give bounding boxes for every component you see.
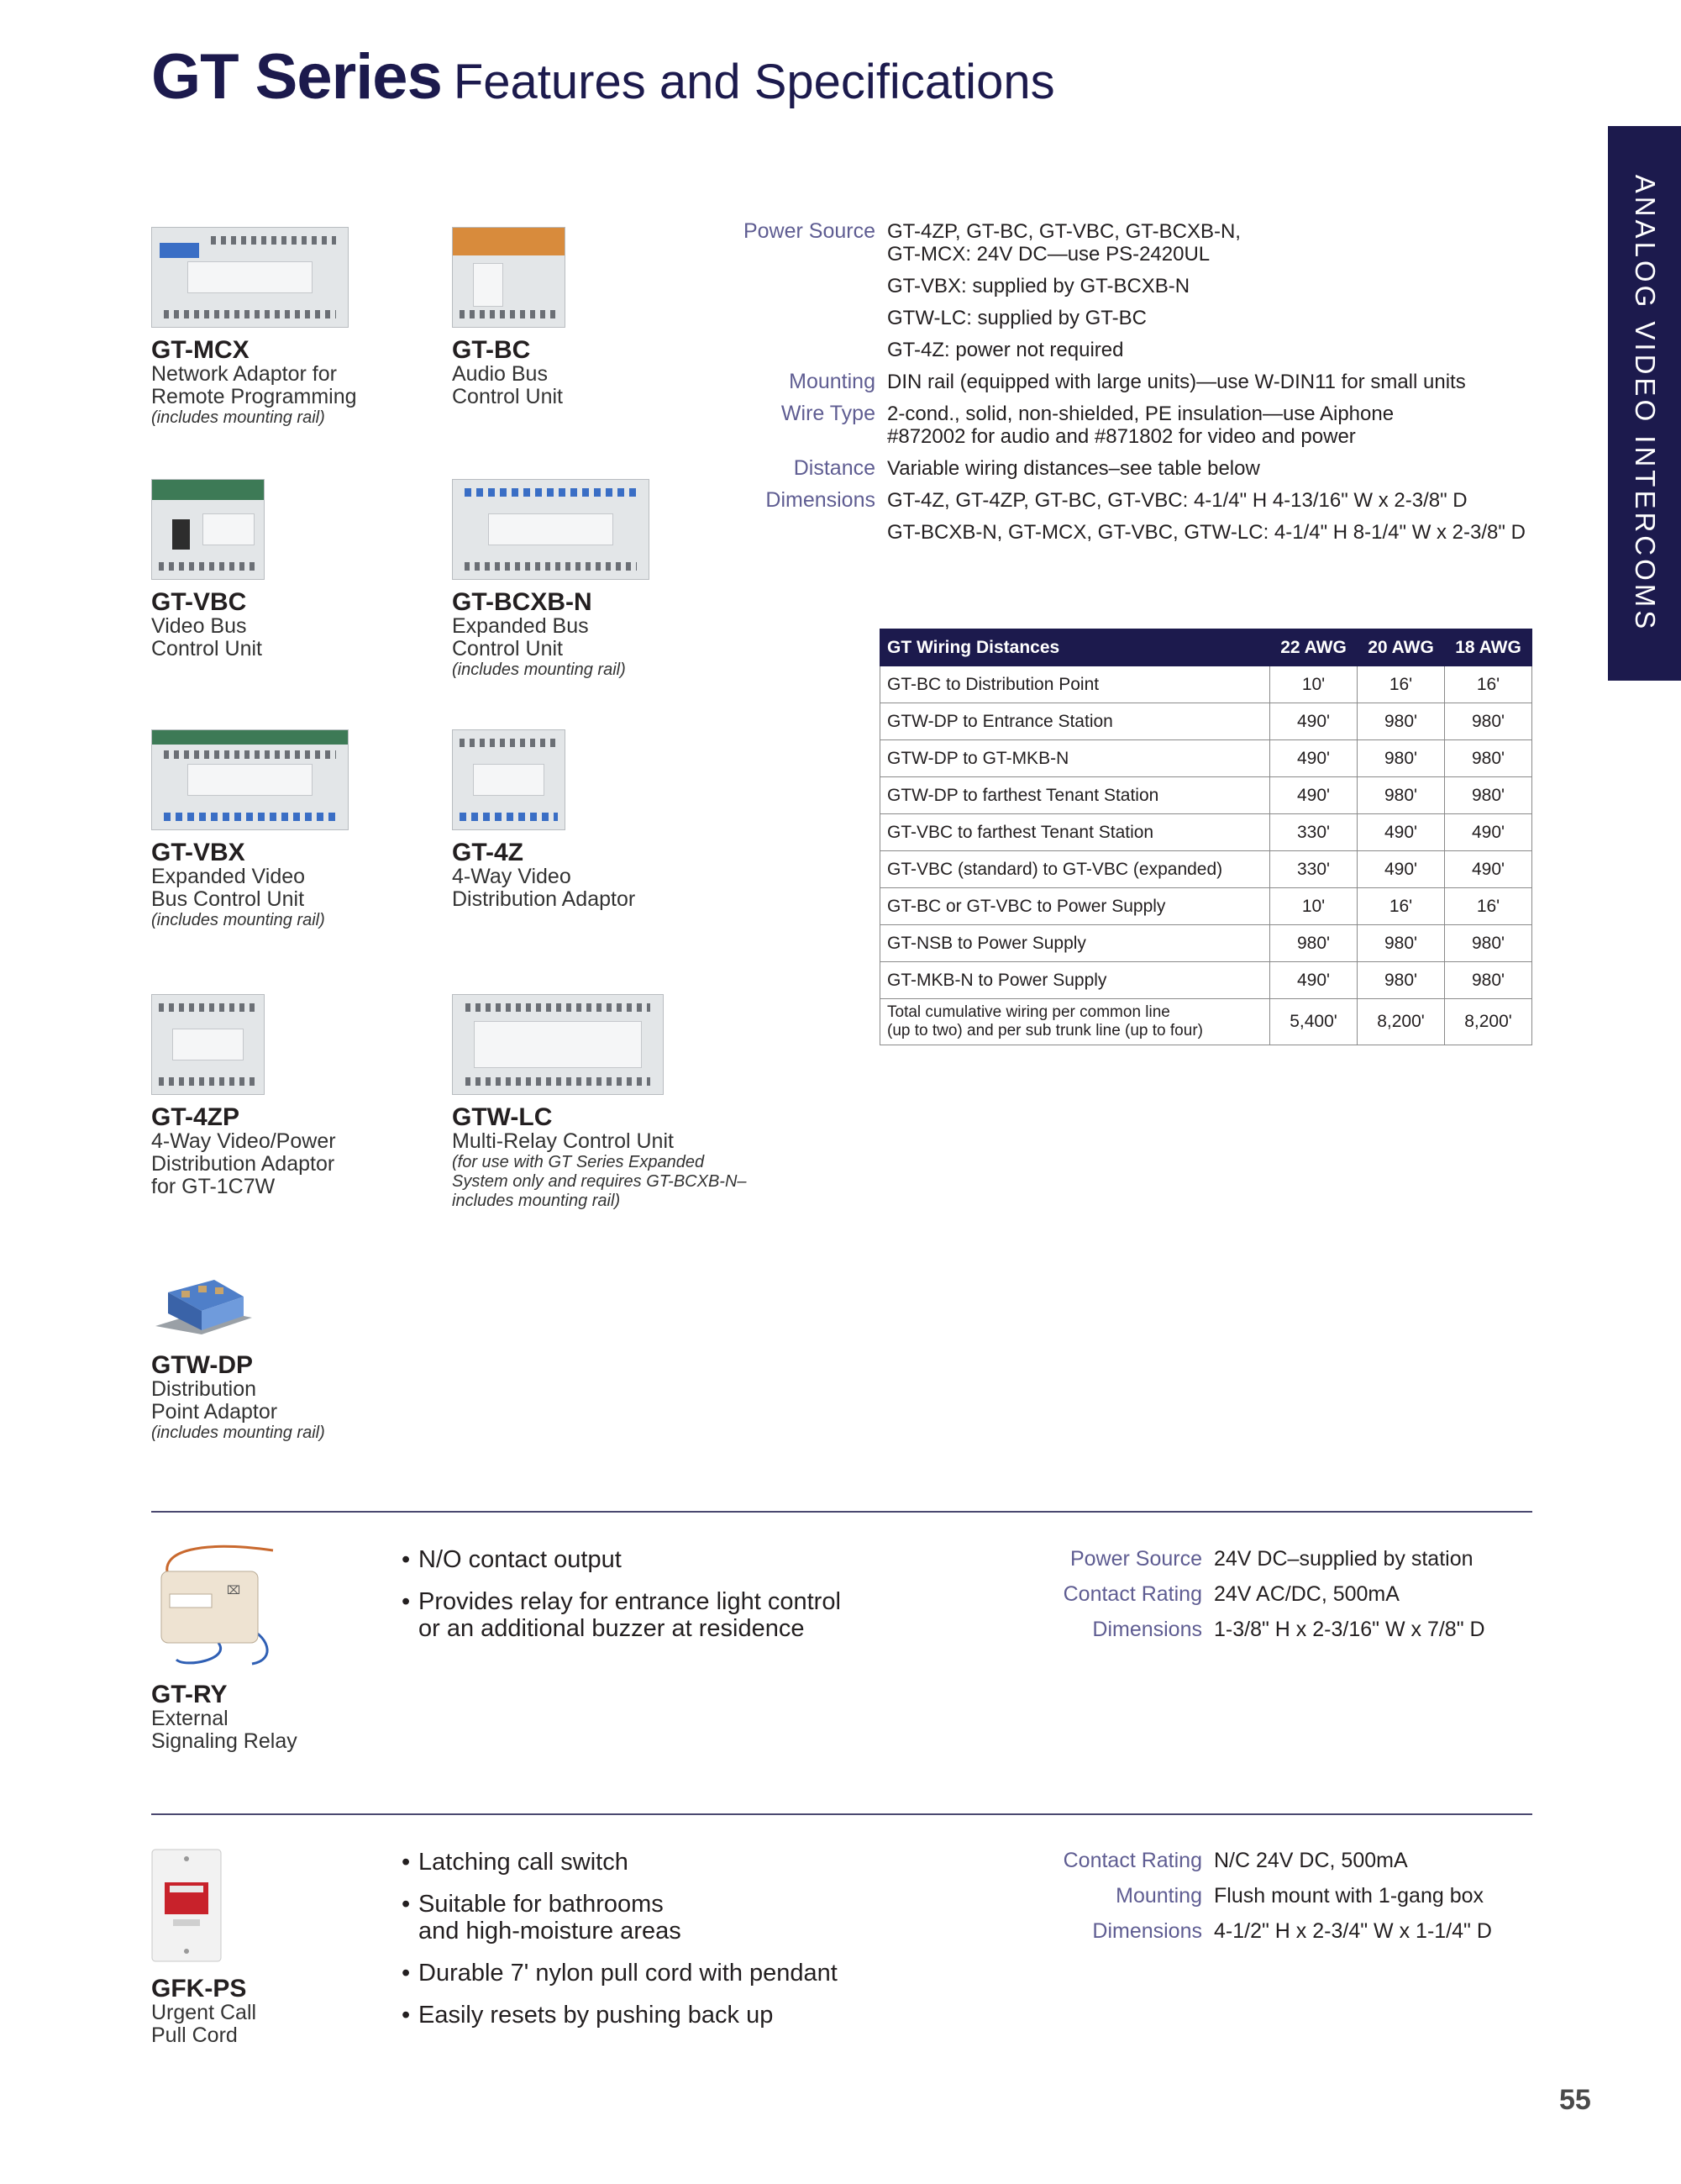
table-cell: 5,400' xyxy=(1270,999,1358,1045)
table-row xyxy=(880,814,1532,851)
spec-value-line: GT-4ZP, GT-BC, GT-VBC, GT-BCXB-N, xyxy=(887,220,1241,243)
table-cell: 980' xyxy=(1445,703,1532,740)
table-header: 18 AWG xyxy=(1445,629,1532,666)
feature-bullet: • Provides relay for entrance light control xyxy=(402,1588,841,1615)
product-gt-ry xyxy=(151,1542,297,1753)
gt-ry-feature-list xyxy=(402,1546,841,1642)
spec-row-power-4z xyxy=(714,339,1554,361)
table-header: 20 AWG xyxy=(1358,629,1445,666)
table-cell: 490' xyxy=(1270,777,1358,814)
spec-row xyxy=(996,1582,1485,1606)
table-row xyxy=(880,851,1532,888)
spec-label xyxy=(714,307,887,329)
gfk-ps-photo xyxy=(151,1849,222,1962)
gt-ry-photo xyxy=(151,1542,277,1668)
table-cell: 980' xyxy=(1270,925,1358,962)
spec-row xyxy=(996,1618,1485,1641)
feature-bullet: • N/O contact output xyxy=(402,1546,841,1573)
table-cell: 980' xyxy=(1358,740,1445,777)
spec-value-line: 2-cond., solid, non-shielded, PE insulation—use Aiphone xyxy=(887,403,1395,425)
title-series: GT Series xyxy=(151,41,442,113)
gtw-dp-photo xyxy=(151,1259,256,1339)
table-cell: 980' xyxy=(1358,925,1445,962)
table-cell: 10' xyxy=(1270,666,1358,703)
gt-4z-photo xyxy=(452,729,565,830)
product-desc-line: Distribution xyxy=(151,1377,257,1401)
table-cell: 980' xyxy=(1445,740,1532,777)
feature-bullet: • Easily resets by pushing back up xyxy=(402,2002,838,2029)
gt-vbc-photo xyxy=(151,479,265,580)
spec-row-power-gtwlc xyxy=(714,307,1554,329)
product-desc-line: Multi-Relay Control Unit xyxy=(452,1129,674,1153)
spec-value: Flush mount with 1-gang box xyxy=(1214,1884,1484,1908)
product-gt-vbx xyxy=(151,729,349,930)
table-cell xyxy=(880,999,1270,1045)
product-desc-line: Video Bus xyxy=(151,614,247,638)
gt-vbx-photo xyxy=(151,729,349,830)
page-number: 55 xyxy=(1559,2084,1591,2116)
table-cell: GTW-DP to GT-MKB-N xyxy=(880,740,1270,777)
product-gtw-dp xyxy=(151,1259,325,1443)
spec-list xyxy=(714,220,1554,553)
spec-value: N/C 24V DC, 500mA xyxy=(1214,1849,1408,1872)
product-name: GT-VBX xyxy=(151,839,245,866)
spec-label: Contact Rating xyxy=(1063,1849,1202,1872)
table-cell: GT-MKB-N to Power Supply xyxy=(880,962,1270,999)
table-row xyxy=(880,962,1532,999)
product-desc-line: Audio Bus xyxy=(452,362,548,386)
gtw-lc-photo xyxy=(452,994,664,1095)
gfk-ps-specs xyxy=(996,1849,1492,1955)
spec-row-power-source xyxy=(714,220,1554,266)
spec-value-line: #872002 for audio and #871802 for video and power xyxy=(887,425,1356,448)
table-row-total xyxy=(880,999,1532,1045)
table-cell: GT-VBC to farthest Tenant Station xyxy=(880,814,1270,851)
spec-label xyxy=(714,275,887,297)
gt-mcx-photo xyxy=(151,227,349,328)
spec-label: Power Source xyxy=(743,219,875,243)
product-desc-line: Signaling Relay xyxy=(151,1729,297,1753)
spec-label: Mounting xyxy=(789,370,875,393)
page-title xyxy=(151,40,1055,113)
section-divider xyxy=(151,1813,1532,1815)
product-desc-line: Distribution Adaptor xyxy=(452,887,636,911)
spec-value xyxy=(887,403,1394,448)
table-cell: GT-VBC (standard) to GT-VBC (expanded) xyxy=(880,851,1270,888)
product-name: GT-RY xyxy=(151,1681,228,1708)
spec-value: 24V AC/DC, 500mA xyxy=(1214,1582,1400,1606)
table-cell: 8,200' xyxy=(1445,999,1532,1045)
table-cell: 980' xyxy=(1445,925,1532,962)
table-cell: 490' xyxy=(1445,814,1532,851)
product-desc-line: Expanded Video xyxy=(151,865,306,888)
product-desc-line: Point Adaptor xyxy=(151,1400,278,1424)
table-row xyxy=(880,777,1532,814)
svg-text:⌧: ⌧ xyxy=(227,1584,241,1597)
table-cell: 8,200' xyxy=(1358,999,1445,1045)
table-header: 22 AWG xyxy=(1270,629,1358,666)
spec-value-line: GT-4Z: power not required xyxy=(887,339,1124,361)
product-note: includes mounting rail) xyxy=(452,1192,621,1210)
table-header: GT Wiring Distances xyxy=(880,629,1270,666)
product-desc-line: Network Adaptor for xyxy=(151,362,337,386)
product-desc-line: Urgent Call xyxy=(151,2001,257,2024)
table-cell: 490' xyxy=(1270,703,1358,740)
spec-value-line: DIN rail (equipped with large units)—use W-DIN11 for small units xyxy=(887,371,1466,393)
table-cell: GT-BC or GT-VBC to Power Supply xyxy=(880,888,1270,925)
gt-bc-photo xyxy=(452,227,565,328)
product-gt-4zp xyxy=(151,994,336,1198)
product-desc-line: Pull Cord xyxy=(151,2023,238,2047)
spec-value-line: GT-BCXB-N, GT-MCX, GT-VBC, GTW-LC: 4-1/4" H 8-1/4" W x 2-3/8" D xyxy=(887,521,1526,544)
spec-row xyxy=(996,1547,1485,1571)
product-desc-line: Control Unit xyxy=(452,637,563,660)
spec-row-power-vbx xyxy=(714,275,1554,297)
spec-label: Distance xyxy=(793,456,875,480)
product-note: System only and requires GT-BCXB-N– xyxy=(452,1172,747,1191)
table-cell: GT-NSB to Power Supply xyxy=(880,925,1270,962)
product-name: GFK-PS xyxy=(151,1975,247,2002)
table-cell: 490' xyxy=(1358,814,1445,851)
table-row xyxy=(880,888,1532,925)
table-cell: 980' xyxy=(1358,962,1445,999)
gt-ry-specs xyxy=(996,1547,1485,1653)
table-cell: GTW-DP to farthest Tenant Station xyxy=(880,777,1270,814)
table-cell: 490' xyxy=(1270,740,1358,777)
spec-label: Dimensions xyxy=(765,488,875,512)
section-divider xyxy=(151,1511,1532,1513)
product-name: GTW-DP xyxy=(151,1351,254,1379)
spec-value: 1-3/8" H x 2-3/16" W x 7/8" D xyxy=(1214,1618,1485,1641)
product-gt-bc xyxy=(452,227,565,408)
feature-bullet-continued: and high-moisture areas xyxy=(418,1918,681,1945)
spec-row-dimensions xyxy=(714,489,1554,512)
product-name: GT-4Z xyxy=(452,839,524,866)
table-row xyxy=(880,703,1532,740)
product-gt-mcx xyxy=(151,227,357,428)
table-cell: 490' xyxy=(1270,962,1358,999)
spec-value-line: Variable wiring distances–see table below xyxy=(887,457,1260,480)
table-header-row xyxy=(880,629,1532,666)
spec-value-line: GTW-LC: supplied by GT-BC xyxy=(887,307,1147,329)
product-gt-vbc xyxy=(151,479,265,660)
spec-label: Contact Rating xyxy=(1063,1582,1202,1606)
product-name: GTW-LC xyxy=(452,1103,553,1131)
spec-label: Mounting xyxy=(1116,1884,1202,1908)
table-cell: 10' xyxy=(1270,888,1358,925)
table-cell: 16' xyxy=(1445,666,1532,703)
table-cell: 330' xyxy=(1270,814,1358,851)
table-cell: 16' xyxy=(1445,888,1532,925)
product-gfk-ps xyxy=(151,1849,256,2047)
table-cell: GTW-DP to Entrance Station xyxy=(880,703,1270,740)
product-desc-line: 4-Way Video/Power xyxy=(151,1129,336,1153)
section-side-tab xyxy=(1608,126,1681,681)
spec-value: 24V DC–supplied by station xyxy=(1214,1547,1474,1571)
spec-label: Power Source xyxy=(1069,1547,1202,1571)
product-gt-bcxb-n xyxy=(452,479,649,680)
table-cell: 980' xyxy=(1358,703,1445,740)
spec-label: Dimensions xyxy=(1092,1618,1202,1641)
feature-bullet: • Suitable for bathrooms xyxy=(402,1891,838,1918)
spec-label: Dimensions xyxy=(1092,1919,1202,1943)
table-cell: 16' xyxy=(1358,666,1445,703)
product-name: GT-4ZP xyxy=(151,1103,240,1131)
spec-row-wire-type xyxy=(714,403,1554,448)
product-desc-line: Bus Control Unit xyxy=(151,887,305,911)
table-cell: 330' xyxy=(1270,851,1358,888)
table-row xyxy=(880,666,1532,703)
table-row xyxy=(880,925,1532,962)
product-name: GT-BC xyxy=(452,336,531,364)
spec-label xyxy=(714,339,887,361)
table-cell: 490' xyxy=(1445,851,1532,888)
gt-bcxb-n-photo xyxy=(452,479,649,580)
product-note: (includes mounting rail) xyxy=(452,660,626,679)
spec-row-distance xyxy=(714,457,1554,480)
product-desc-line: Expanded Bus xyxy=(452,614,589,638)
table-cell: 980' xyxy=(1445,962,1532,999)
product-name: GT-VBC xyxy=(151,588,247,616)
feature-bullet: • Durable 7' nylon pull cord with pendant xyxy=(402,1960,838,1987)
product-gtw-lc xyxy=(452,994,747,1211)
product-note: (includes mounting rail) xyxy=(151,408,325,427)
product-note: (includes mounting rail) xyxy=(151,911,325,929)
product-desc-line: External xyxy=(151,1707,229,1730)
table-cell: 980' xyxy=(1358,777,1445,814)
spec-row xyxy=(996,1884,1492,1908)
feature-bullet: • Latching call switch xyxy=(402,1849,838,1876)
product-note: (includes mounting rail) xyxy=(151,1424,325,1442)
spec-row-mounting xyxy=(714,371,1554,393)
total-label-line: Total cumulative wiring per common line xyxy=(887,1003,1170,1021)
wiring-distances-table xyxy=(880,629,1532,1045)
spec-value-line: GT-VBX: supplied by GT-BCXB-N xyxy=(887,275,1190,297)
product-desc-line: 4-Way Video xyxy=(452,865,571,888)
product-desc-line: Control Unit xyxy=(151,637,262,660)
spec-row xyxy=(996,1849,1492,1872)
table-row xyxy=(880,740,1532,777)
spec-label xyxy=(714,521,887,544)
spec-value-line: GT-MCX: 24V DC—use PS-2420UL xyxy=(887,243,1211,266)
spec-row xyxy=(996,1919,1492,1943)
table-cell: 16' xyxy=(1358,888,1445,925)
product-gt-4z xyxy=(452,729,635,911)
title-subtitle: Features and Specifications xyxy=(453,55,1055,109)
spec-label: Wire Type xyxy=(780,402,875,425)
product-desc-line: Control Unit xyxy=(452,385,563,408)
spec-value-line: GT-4Z, GT-4ZP, GT-BC, GT-VBC: 4-1/4" H 4-13/16" W x 2-3/8" D xyxy=(887,489,1468,512)
gfk-ps-feature-list xyxy=(402,1849,838,2044)
product-note: (for use with GT Series Expanded xyxy=(452,1153,705,1171)
side-tab-label: ANALOG VIDEO INTERCOMS xyxy=(1629,174,1661,633)
product-name: GT-MCX xyxy=(151,336,250,364)
product-desc-line: Distribution Adaptor xyxy=(151,1152,335,1176)
spec-row-dimensions-2 xyxy=(714,521,1554,544)
product-name: GT-BCXB-N xyxy=(452,588,592,616)
product-desc-line: Remote Programming xyxy=(151,385,357,408)
product-desc-line: for GT-1C7W xyxy=(151,1175,276,1198)
feature-bullet-continued: or an additional buzzer at residence xyxy=(418,1615,805,1642)
table-cell: 980' xyxy=(1445,777,1532,814)
spec-value: 4-1/2" H x 2-3/4" W x 1-1/4" D xyxy=(1214,1919,1492,1943)
table-cell: 490' xyxy=(1358,851,1445,888)
spec-value xyxy=(887,220,1241,266)
table-cell: GT-BC to Distribution Point xyxy=(880,666,1270,703)
total-label-line: (up to two) and per sub trunk line (up to four) xyxy=(887,1022,1203,1039)
gt-4zp-photo xyxy=(151,994,265,1095)
